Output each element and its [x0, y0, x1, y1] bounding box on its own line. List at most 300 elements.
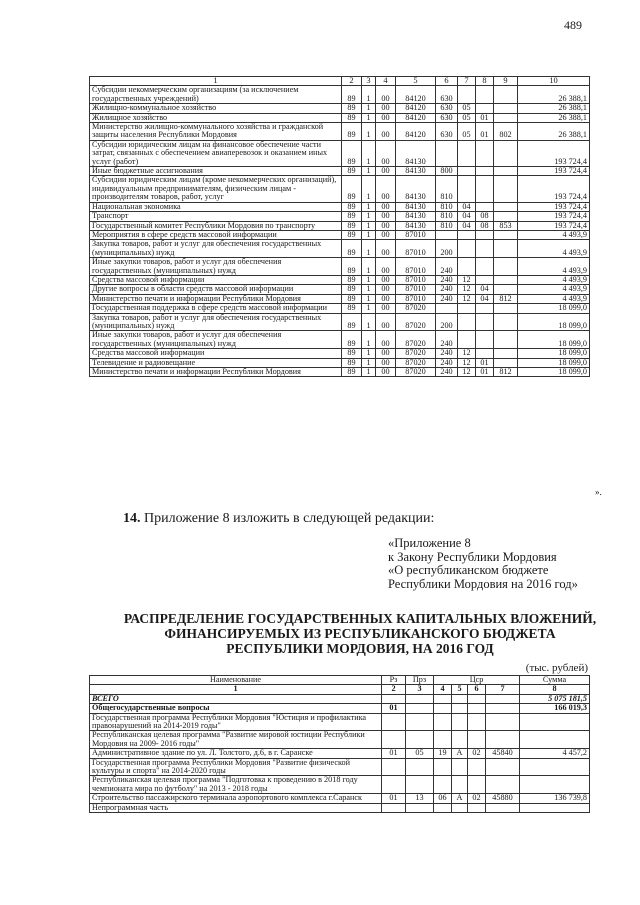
table-row: [90, 313, 590, 331]
row-code: [494, 331, 518, 349]
table-row: [90, 304, 590, 313]
row-code: [494, 104, 518, 113]
row-code: 89: [342, 221, 362, 230]
row-code: [476, 331, 494, 349]
row-code: 87020: [396, 358, 436, 367]
row-code: [476, 275, 494, 284]
row-name: Средства массовой информации: [90, 275, 342, 284]
row-code: 1: [362, 113, 376, 122]
row-code: 89: [342, 212, 362, 221]
row-code: [476, 230, 494, 239]
row-code: 89: [342, 313, 362, 331]
table1-header-col-10: 10: [518, 77, 590, 86]
row-code: [382, 713, 406, 731]
row-code: 00: [376, 167, 396, 176]
row-code: 00: [376, 358, 396, 367]
table-row: [90, 704, 590, 713]
row-code: 240: [436, 294, 458, 303]
table-row: [90, 275, 590, 284]
row-code: [494, 86, 518, 104]
table2-number-col-5: 5: [452, 685, 468, 694]
row-code: 00: [376, 104, 396, 113]
row-amount: 26 388,1: [518, 123, 590, 141]
table-row: [90, 167, 590, 176]
row-code: 01: [382, 704, 406, 713]
row-code: [494, 349, 518, 358]
row-code: 84130: [396, 140, 436, 166]
row-code: [486, 803, 520, 812]
row-code: [468, 758, 486, 776]
row-code: [468, 694, 486, 703]
row-code: 810: [436, 221, 458, 230]
row-code: 89: [342, 86, 362, 104]
row-code: [486, 713, 520, 731]
row-code: 00: [376, 349, 396, 358]
row-code: 05: [458, 123, 476, 141]
row-code: [476, 202, 494, 211]
row-code: [458, 304, 476, 313]
row-code: [476, 258, 494, 276]
row-name: Государственная поддержка в сфере средств массовой информации: [90, 304, 342, 313]
row-code: 800: [436, 167, 458, 176]
row-name: Государственная программа Республики Мордовия "Развитие физической культуры и спорта" на 2014-2020 годы: [90, 758, 382, 776]
row-code: 630: [436, 104, 458, 113]
row-code: [494, 285, 518, 294]
row-code: 812: [494, 368, 518, 377]
row-amount: 4 493,9: [518, 258, 590, 276]
row-name: Непрограммная часть: [90, 803, 382, 812]
row-code: 1: [362, 221, 376, 230]
row-code: 12: [458, 358, 476, 367]
row-name: Иные закупки товаров, работ и услуг для обеспечения государственных (муниципальных) нужд: [90, 258, 342, 276]
row-code: [494, 167, 518, 176]
row-code: [382, 758, 406, 776]
row-code: [434, 731, 452, 749]
row-code: [452, 803, 468, 812]
row-code: 89: [342, 123, 362, 141]
row-code: 84130: [396, 176, 436, 202]
row-code: [476, 240, 494, 258]
row-code: 812: [494, 294, 518, 303]
row-amount: 18 099,0: [518, 304, 590, 313]
row-code: 1: [362, 86, 376, 104]
row-code: 240: [436, 331, 458, 349]
row-code: 1: [362, 140, 376, 166]
row-code: [494, 202, 518, 211]
row-amount: 136 739,8: [520, 794, 590, 803]
row-name: Закупка товаров, работ и услуг для обеспечения государственных (муниципальных) нужд: [90, 240, 342, 258]
header-sum: Сумма: [520, 676, 590, 685]
row-code: 89: [342, 331, 362, 349]
table1-header-row: [90, 77, 590, 86]
row-amount: 193 724,4: [518, 202, 590, 211]
row-code: [476, 313, 494, 331]
header-rz: Рз: [382, 676, 406, 685]
row-code: 01: [476, 123, 494, 141]
row-code: [486, 704, 520, 713]
row-code: 87010: [396, 240, 436, 258]
row-code: 200: [436, 240, 458, 258]
row-code: 1: [362, 258, 376, 276]
row-code: 12: [458, 349, 476, 358]
row-code: 45880: [486, 794, 520, 803]
table-row: [90, 794, 590, 803]
table-row: [90, 731, 590, 749]
row-code: 13: [406, 794, 434, 803]
units-label: (тыс. рублей): [525, 662, 588, 674]
row-code: 1: [362, 304, 376, 313]
row-code: [486, 776, 520, 794]
table1-header-col-8: 8: [476, 77, 494, 86]
row-code: [452, 704, 468, 713]
row-code: [468, 731, 486, 749]
row-code: [468, 713, 486, 731]
row-amount: 18 099,0: [518, 331, 590, 349]
row-code: 853: [494, 221, 518, 230]
row-code: 1: [362, 123, 376, 141]
row-code: [406, 713, 434, 731]
row-code: [494, 230, 518, 239]
row-code: 04: [476, 285, 494, 294]
row-amount: 4 493,9: [518, 230, 590, 239]
table-row: [90, 104, 590, 113]
row-code: [436, 230, 458, 239]
row-code: 01: [476, 368, 494, 377]
row-code: 1: [362, 294, 376, 303]
row-code: 89: [342, 104, 362, 113]
table1-header-col-1: 1: [90, 77, 342, 86]
row-name: Административное здание по ул. Л. Толстого, д.6, в г. Саранске: [90, 749, 382, 758]
row-code: 240: [436, 368, 458, 377]
row-code: 89: [342, 304, 362, 313]
row-code: 84130: [396, 202, 436, 211]
row-name: Министерство жилищно-коммунального хозяйства и гражданской защиты населения Республики Мордовия: [90, 123, 342, 141]
row-code: [436, 140, 458, 166]
row-code: 12: [458, 275, 476, 284]
row-code: 1: [362, 104, 376, 113]
table1-header-col-2: 2: [342, 77, 362, 86]
row-amount: 193 724,4: [518, 221, 590, 230]
row-code: 84120: [396, 113, 436, 122]
row-code: 19: [434, 749, 452, 758]
row-name: Транспорт: [90, 212, 342, 221]
row-code: 200: [436, 313, 458, 331]
row-code: 45840: [486, 749, 520, 758]
row-code: 89: [342, 167, 362, 176]
row-code: 04: [458, 212, 476, 221]
row-code: [476, 104, 494, 113]
row-code: 1: [362, 240, 376, 258]
table1-header-col-6: 6: [436, 77, 458, 86]
row-amount: 18 099,0: [518, 368, 590, 377]
row-code: [406, 803, 434, 812]
appendix-line-3: «О республиканском бюджете Республики Мордовия на 2016 год»: [388, 563, 578, 591]
row-code: 240: [436, 258, 458, 276]
row-code: 00: [376, 230, 396, 239]
table1-header-col-9: 9: [494, 77, 518, 86]
row-code: 1: [362, 202, 376, 211]
row-code: [458, 176, 476, 202]
row-code: [458, 167, 476, 176]
row-amount: 193 724,4: [518, 176, 590, 202]
row-code: [458, 313, 476, 331]
row-code: [382, 776, 406, 794]
table-row: [90, 176, 590, 202]
table-row: [90, 240, 590, 258]
capital-investment-table: [89, 675, 590, 813]
row-code: 630: [436, 86, 458, 104]
row-name: Министерство печати и информации Республики Мордовия: [90, 294, 342, 303]
row-code: 1: [362, 331, 376, 349]
table-row: [90, 221, 590, 230]
row-name: Телевидение и радиовещание: [90, 358, 342, 367]
row-name: Средства массовой информации: [90, 349, 342, 358]
row-code: [494, 304, 518, 313]
row-code: 87010: [396, 285, 436, 294]
row-amount: 166 019,3: [520, 704, 590, 713]
row-code: [406, 776, 434, 794]
row-code: 87020: [396, 331, 436, 349]
row-code: [458, 86, 476, 104]
row-name: Жилищно-коммунальное хозяйство: [90, 104, 342, 113]
row-amount: 4 493,9: [518, 294, 590, 303]
row-name: Национальная экономика: [90, 202, 342, 211]
row-code: [494, 240, 518, 258]
table1-header-col-3: 3: [362, 77, 376, 86]
row-code: 04: [476, 294, 494, 303]
row-code: 240: [436, 285, 458, 294]
row-amount: 4 493,9: [518, 285, 590, 294]
row-code: [434, 803, 452, 812]
row-code: 87010: [396, 294, 436, 303]
table2-number-col-1: 1: [90, 685, 382, 694]
row-code: 00: [376, 123, 396, 141]
row-amount: [520, 713, 590, 731]
table-row: [90, 285, 590, 294]
row-code: 87020: [396, 368, 436, 377]
row-code: 84130: [396, 221, 436, 230]
row-code: 84120: [396, 123, 436, 141]
row-code: 01: [476, 113, 494, 122]
table-row: [90, 212, 590, 221]
row-code: 01: [382, 749, 406, 758]
table-row: [90, 113, 590, 122]
row-code: [476, 86, 494, 104]
row-code: 89: [342, 368, 362, 377]
row-code: [434, 776, 452, 794]
row-code: 12: [458, 285, 476, 294]
row-code: 1: [362, 167, 376, 176]
row-code: А: [452, 749, 468, 758]
row-code: 05: [458, 113, 476, 122]
row-code: 00: [376, 202, 396, 211]
row-code: [476, 176, 494, 202]
row-code: 1: [362, 368, 376, 377]
row-name: Иные закупки товаров, работ и услуг для обеспечения государственных (муниципальных) нужд: [90, 331, 342, 349]
row-code: 87010: [396, 230, 436, 239]
row-code: 87020: [396, 313, 436, 331]
row-code: [406, 694, 434, 703]
row-code: 00: [376, 221, 396, 230]
row-code: 1: [362, 275, 376, 284]
table1-header-col-4: 4: [376, 77, 396, 86]
row-name: Мероприятия в сфере средств массовой информации: [90, 230, 342, 239]
document-title: РАСПРЕДЕЛЕНИЕ ГОСУДАРСТВЕННЫХ КАПИТАЛЬНЫХ ВЛОЖЕНИЙ, ФИНАНСИРУЕМЫХ ИЗ РЕСПУБЛИКАНСКОГО БЮДЖЕТА РЕСПУБЛИКИ МОРДОВИЯ, НА 2016 ГОД: [123, 611, 597, 656]
row-name: Строительство пассажирского терминала аэропортового комплекса г.Саранск: [90, 794, 382, 803]
row-code: 00: [376, 275, 396, 284]
row-amount: 26 388,1: [518, 86, 590, 104]
row-amount: 18 099,0: [518, 349, 590, 358]
row-code: 802: [494, 123, 518, 141]
row-code: 89: [342, 202, 362, 211]
header-csr: Цср: [434, 676, 520, 685]
row-code: [382, 694, 406, 703]
row-code: 00: [376, 304, 396, 313]
row-amount: 26 388,1: [518, 113, 590, 122]
row-code: 12: [458, 294, 476, 303]
row-amount: 193 724,4: [518, 212, 590, 221]
table2-number-col-8: 8: [520, 685, 590, 694]
table-row: [90, 368, 590, 377]
row-code: 240: [436, 349, 458, 358]
row-code: 06: [434, 794, 452, 803]
row-code: [486, 694, 520, 703]
row-code: 89: [342, 294, 362, 303]
row-code: 12: [458, 368, 476, 377]
table2-number-col-7: 7: [486, 685, 520, 694]
row-code: 1: [362, 358, 376, 367]
row-code: [468, 776, 486, 794]
section-14-number: 14.: [123, 511, 141, 526]
row-code: [434, 713, 452, 731]
row-code: [406, 758, 434, 776]
row-code: [452, 713, 468, 731]
row-name: Субсидии юридическим лицам (кроме некоммерческих организаций), индивидуальным предпринимателям, физическим лицам - производителям товаров, работ, услуг: [90, 176, 342, 202]
header-prz: Прз: [406, 676, 434, 685]
row-name: Субсидии некоммерческим организациям (за исключением государственных учреждений): [90, 86, 342, 104]
row-amount: 4 493,9: [518, 240, 590, 258]
table-row: [90, 758, 590, 776]
table2-header-row: [90, 676, 590, 685]
table-row: [90, 140, 590, 166]
row-code: [494, 140, 518, 166]
row-amount: [520, 776, 590, 794]
table-row: [90, 258, 590, 276]
appendix-header: [388, 537, 608, 591]
row-code: [458, 258, 476, 276]
row-code: 89: [342, 258, 362, 276]
row-code: 00: [376, 140, 396, 166]
row-amount: 193 724,4: [518, 167, 590, 176]
row-code: 89: [342, 349, 362, 358]
row-name: Субсидии юридическим лицам на финансовое обеспечение части затрат, связанных с обеспечением авиаперевозок и оказанием иных услуг (работ): [90, 140, 342, 166]
row-code: [406, 704, 434, 713]
row-code: 1: [362, 176, 376, 202]
table-row: [90, 713, 590, 731]
row-code: 1: [362, 285, 376, 294]
row-code: [486, 731, 520, 749]
row-code: 89: [342, 176, 362, 202]
table1-header-col-7: 7: [458, 77, 476, 86]
row-code: 1: [362, 349, 376, 358]
row-code: 01: [476, 358, 494, 367]
row-code: 00: [376, 368, 396, 377]
table-row: [90, 349, 590, 358]
row-name: Жилищное хозяйство: [90, 113, 342, 122]
row-amount: [520, 758, 590, 776]
table-row: [90, 331, 590, 349]
table2-number-col-3: 3: [406, 685, 434, 694]
row-code: 08: [476, 221, 494, 230]
row-code: [434, 704, 452, 713]
row-code: 02: [468, 749, 486, 758]
row-amount: 18 099,0: [518, 313, 590, 331]
row-code: [476, 349, 494, 358]
row-code: [452, 758, 468, 776]
row-name: Другие вопросы в области средств массовой информации: [90, 285, 342, 294]
row-code: 84120: [396, 86, 436, 104]
row-code: А: [452, 794, 468, 803]
row-code: [494, 113, 518, 122]
row-code: 810: [436, 202, 458, 211]
row-code: 240: [436, 358, 458, 367]
row-name: Республиканская целевая программа "Развитие мировой юстиции Республики Мордовия на 2009- 2016 годы": [90, 731, 382, 749]
row-name: Иные бюджетные ассигнования: [90, 167, 342, 176]
row-code: 89: [342, 358, 362, 367]
row-code: [458, 240, 476, 258]
row-code: 00: [376, 86, 396, 104]
row-code: [476, 167, 494, 176]
row-code: 89: [342, 285, 362, 294]
budget-table-continuation: [89, 76, 590, 377]
section-14-heading: [123, 511, 434, 527]
row-code: 630: [436, 113, 458, 122]
row-code: 89: [342, 240, 362, 258]
row-code: [494, 212, 518, 221]
table1-header-col-5: 5: [396, 77, 436, 86]
table-row: [90, 230, 590, 239]
row-code: [494, 176, 518, 202]
row-amount: 193 724,4: [518, 140, 590, 166]
row-code: [458, 140, 476, 166]
row-code: 89: [342, 230, 362, 239]
table-row: [90, 202, 590, 211]
row-name: Министерство печати и информации Республики Мордовия: [90, 368, 342, 377]
row-code: [434, 694, 452, 703]
closing-quote-mark: ».: [595, 487, 602, 497]
row-code: [452, 731, 468, 749]
row-code: 00: [376, 212, 396, 221]
row-code: 02: [468, 794, 486, 803]
table2-number-col-2: 2: [382, 685, 406, 694]
section-14-text: Приложение 8 изложить в следующей редакции:: [144, 511, 435, 526]
row-code: [494, 313, 518, 331]
row-code: 87020: [396, 349, 436, 358]
table2-number-row: [90, 685, 590, 694]
row-code: 87010: [396, 258, 436, 276]
row-code: 08: [476, 212, 494, 221]
row-code: [452, 694, 468, 703]
table-row: [90, 358, 590, 367]
table2-number-col-4: 4: [434, 685, 452, 694]
table2-number-col-6: 6: [468, 685, 486, 694]
row-code: 1: [362, 313, 376, 331]
row-code: 00: [376, 294, 396, 303]
row-amount: 4 457,2: [520, 749, 590, 758]
row-code: 87010: [396, 275, 436, 284]
row-code: 01: [382, 794, 406, 803]
table-row: [90, 776, 590, 794]
